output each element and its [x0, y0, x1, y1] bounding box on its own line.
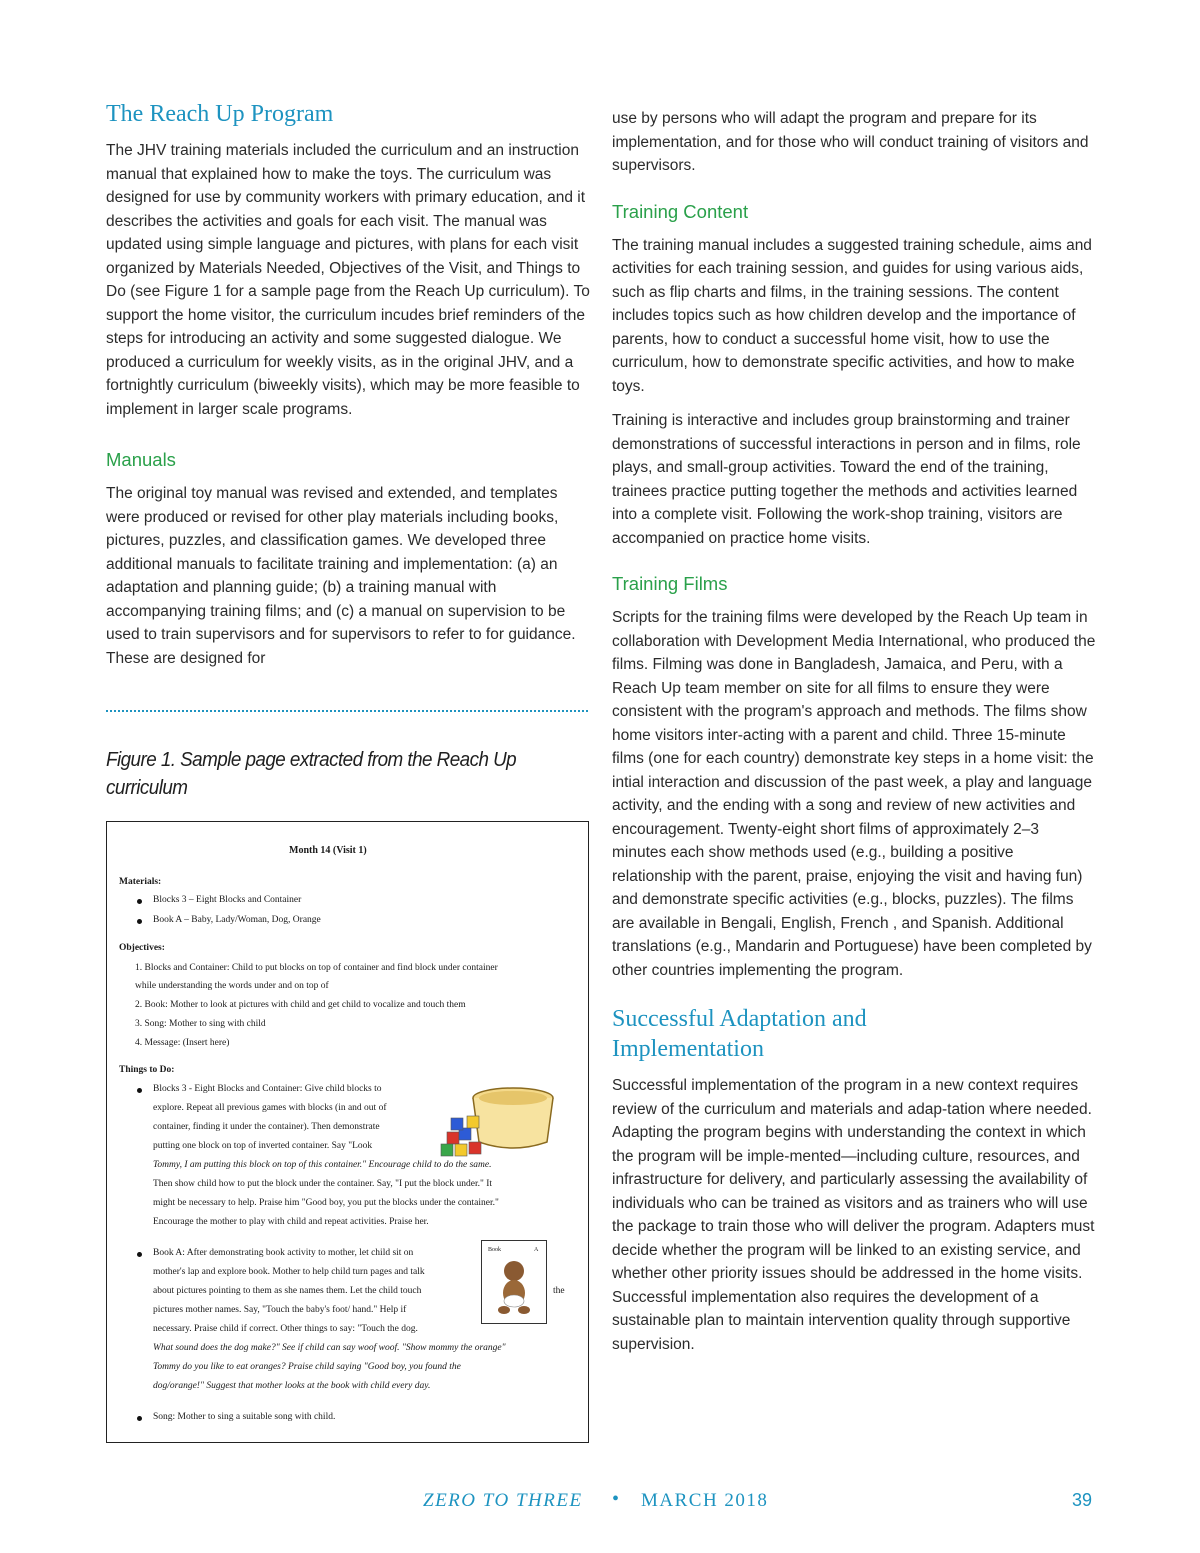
paragraph-training-interactive: Training is interactive and includes group brainstorming and trainer demonstrations of successful interactions in person and in films, role plays, and small-group activities. Toward the end of the training, trainees practice putting together the methods and activities learned into a complete visit. Following the work-shop training, visitors are accompanied on practice home visits. — [612, 412, 1081, 547]
paragraph-manuals: The original toy manual was revised and extended, and templates were produced or revised for other play materials including books, pictures, puzzles, and classification games. We developed three additional manuals to facilitate training and implementation: (a) an adaptation and planning guide; (b) a training manual with accompanying training films; and (c) a manual on supervision to be used to train supervisors and for supervisors to refer to for guidance. These are designed for — [106, 485, 576, 667]
block-blue — [451, 1118, 463, 1130]
paragraph-continued: use by persons who will adapt the program and prepare for its implementation, and for those who will conduct training of visitors and supervisors. — [612, 110, 1089, 174]
blocks-container-illustration — [437, 1080, 557, 1170]
spacer — [612, 189, 1096, 200]
figure-book-line: necessary. Praise child if correct. Other things to say: "Touch the dog. — [153, 1324, 418, 1334]
spacer — [612, 561, 1096, 572]
figure-blocks-line: Tommy, I am putting this block on top of this container." Encourage child to do the same. — [153, 1160, 492, 1170]
baby-diaper — [504, 1295, 524, 1307]
paragraph-jhv-materials: The JHV training materials included the curriculum and an instruction manual that explained how to make the toys. The curriculum was designed for use by community workers with primary education, and it describes the activities and goals for each visit. The manual was updated using simple language and pictures, with plans for each visit organized by Materials Needed, Objectives of the Visit, and Things to Do (see Figure 1 for a sample page from the Reach Up curriculum). To support the home visitor, the curriculum incudes brief reminders of the steps for introducing an activity and some suggested dialogue. We produced a curriculum for weekly visits, as in the original JHV, and a fortnightly curriculum (biweekly visits), which may be more feasible to implement in larger scale programs. — [106, 142, 590, 418]
paragraph-training-content: The training manual includes a suggested training schedule, aims and activities for each training session, and guides for using various aids, such as flip charts and films, in the training sessions. The content includes topics such as how children develop and the importance of parents, how to conduct a successful home visit, how to use the curriculum, how to demonstrate specific activities, and how to make toys. — [612, 236, 1092, 395]
figure-song-line: Song: Mother to sing a suitable song with child. — [153, 1412, 336, 1422]
figure-book-line: about pictures pointing to them as she names them. Let the child touch — [153, 1286, 422, 1296]
figure-objectives-label: Objectives: — [119, 943, 165, 953]
bullet — [137, 1416, 142, 1421]
section-heading-adaptation: Successful Adaptation and Implementation — [612, 1006, 867, 1062]
bullet — [137, 1088, 142, 1093]
subheading-manuals: Manuals — [106, 449, 176, 470]
figure-book-line: Book A: After demonstrating book activity to mother, let child sit on — [153, 1248, 414, 1258]
left-column — [106, 98, 590, 1443]
bullet — [137, 919, 142, 924]
page-number: 39 — [1072, 1490, 1093, 1510]
figure-book-line: dog/orange!" Suggest that mother looks at the book with child every day. — [153, 1381, 431, 1391]
paragraph-adaptation: Successful implementation of the program in a new context requires review of the curriculum and materials and adap-tation where needed. Adapting the program begins with understanding the context in which the program will be imple-mented—including culture, resources, and infrastructure for delivery, and particularly assessing the availability of individuals who can be trained as visitors and as trainers who will use the package to train those who will deliver the program. Adapters must decide whether the program will be linked to an existing service, and whether other priority issues should be addressed in the home visits. Successful implementation also requires the development of a sustainable plan to maintain intervention quality through supportive supervision. — [612, 1077, 1095, 1353]
figure-book-line: Tommy do you like to eat oranges? Praise child saying "Good boy, you found the — [153, 1362, 461, 1372]
figure-objective-line: 4. Message: (Insert here) — [135, 1038, 230, 1048]
right-column — [612, 107, 1096, 1367]
footer-magazine: ZERO TO THREE — [423, 1490, 583, 1511]
book-card-label: Book — [488, 1247, 502, 1253]
baby-head — [504, 1261, 524, 1281]
figure-materials-label: Materials: — [119, 877, 162, 887]
figure-objective-line: 3. Song: Mother to sing with child — [135, 1019, 266, 1029]
container-body — [473, 1098, 553, 1148]
block-red — [447, 1132, 459, 1144]
figure-book-line: pictures mother names. Say, "Touch the baby's foot/ hand." Help if — [153, 1305, 407, 1315]
section-heading-reach-up: The Reach Up Program — [106, 101, 334, 127]
bullet — [137, 1252, 142, 1257]
block-yellow — [455, 1144, 467, 1156]
figure-blocks-line: Encourage the mother to play with child and repeat activities. Praise her. — [153, 1217, 429, 1227]
figure-blocks-line: putting one block on top of inverted container. Say "Look — [153, 1141, 373, 1151]
container-inner — [479, 1091, 547, 1105]
figure-book-line: mother's lap and explore book. Mother to help child turn pages and talk — [153, 1267, 425, 1277]
figure-blocks-line: Then show child how to put the block under the container. Say, "I put the block under." It — [153, 1179, 493, 1189]
figure-title: Month 14 (Visit 1) — [289, 845, 367, 856]
spacer — [612, 993, 1096, 1004]
figure-blocks-line: container, finding it under the container). Then demonstrate — [153, 1122, 380, 1132]
paragraph-training-films: Scripts for the training films were developed by the Reach Up team in collaboration with Development Media International, who produced the films. Filming was done in Bangladesh, Jamaica, and Peru, with a Reach Up team member on site for all films to ensure they were consistent with the program's approach and methods. The films show home visitors inter-acting with a parent and child. Three 15-minute films (one for each country) demonstrate key steps in a home visit: the intial interaction and discussion of the past week, a play and language activity, and the ending with a song and review of new activities and encouragement. Twenty-eight short films of approximately 2–3 minutes each show methods used (e.g., building a positive relationship with the parent, praise, enjoying the visit and having fun) and demonstrate specific activities (e.g., blocks, puzzles). The films are available in Bengali, English, French , and Spanish. Additional translations (e.g., Mandarin and Portuguese) have been completed by other countries implementing the program. — [612, 609, 1096, 979]
block-green — [441, 1144, 453, 1156]
figure-objective-line: while understanding the words under and on top of — [135, 981, 329, 991]
figure-blocks-line: Blocks 3 - Eight Blocks and Container: Give child blocks to — [153, 1084, 382, 1094]
subheading-training-content: Training Content — [612, 200, 749, 222]
subheading-training-films: Training Films — [612, 573, 728, 594]
figure-things-label: Things to Do: — [119, 1065, 175, 1075]
figure-objective-line: 2. Book: Mother to look at pictures with child and get child to vocalize and touch them — [135, 1000, 466, 1010]
figure-material-item: Blocks 3 – Eight Blocks and Container — [153, 895, 302, 905]
block-red — [469, 1142, 481, 1154]
block-yellow — [467, 1116, 479, 1128]
footer-separator: • — [612, 1488, 620, 1510]
baby-foot — [518, 1306, 530, 1314]
footer-date: MARCH 2018 — [641, 1490, 769, 1511]
page-footer — [0, 1490, 1200, 1516]
figure-book-side-word: the — [553, 1286, 565, 1296]
spacer — [106, 432, 590, 448]
figure-book-line: What sound does the dog make?" See if child can say woof woof. "Show mommy the orange" — [153, 1343, 506, 1353]
figure-objective-line: 1. Blocks and Container: Child to put blocks on top of container and find block under container — [135, 963, 498, 973]
figure-caption: Figure 1. Sample page extracted from the Reach Up curriculum — [106, 748, 517, 799]
dotted-divider — [106, 710, 588, 712]
figure-material-item: Book A – Baby, Lady/Woman, Dog, Orange — [153, 915, 321, 925]
figure-blocks-line: might be necessary to help. Praise him "Good boy, you put the blocks under the container." — [153, 1198, 499, 1208]
figure-sample-page — [106, 821, 589, 1443]
book-card — [481, 1240, 547, 1324]
baby-picture — [492, 1257, 536, 1317]
book-card-letter: A — [534, 1247, 539, 1253]
baby-foot — [498, 1306, 510, 1314]
figure-blocks-line: explore. Repeat all previous games with blocks (in and out of — [153, 1103, 387, 1113]
bullet — [137, 899, 142, 904]
